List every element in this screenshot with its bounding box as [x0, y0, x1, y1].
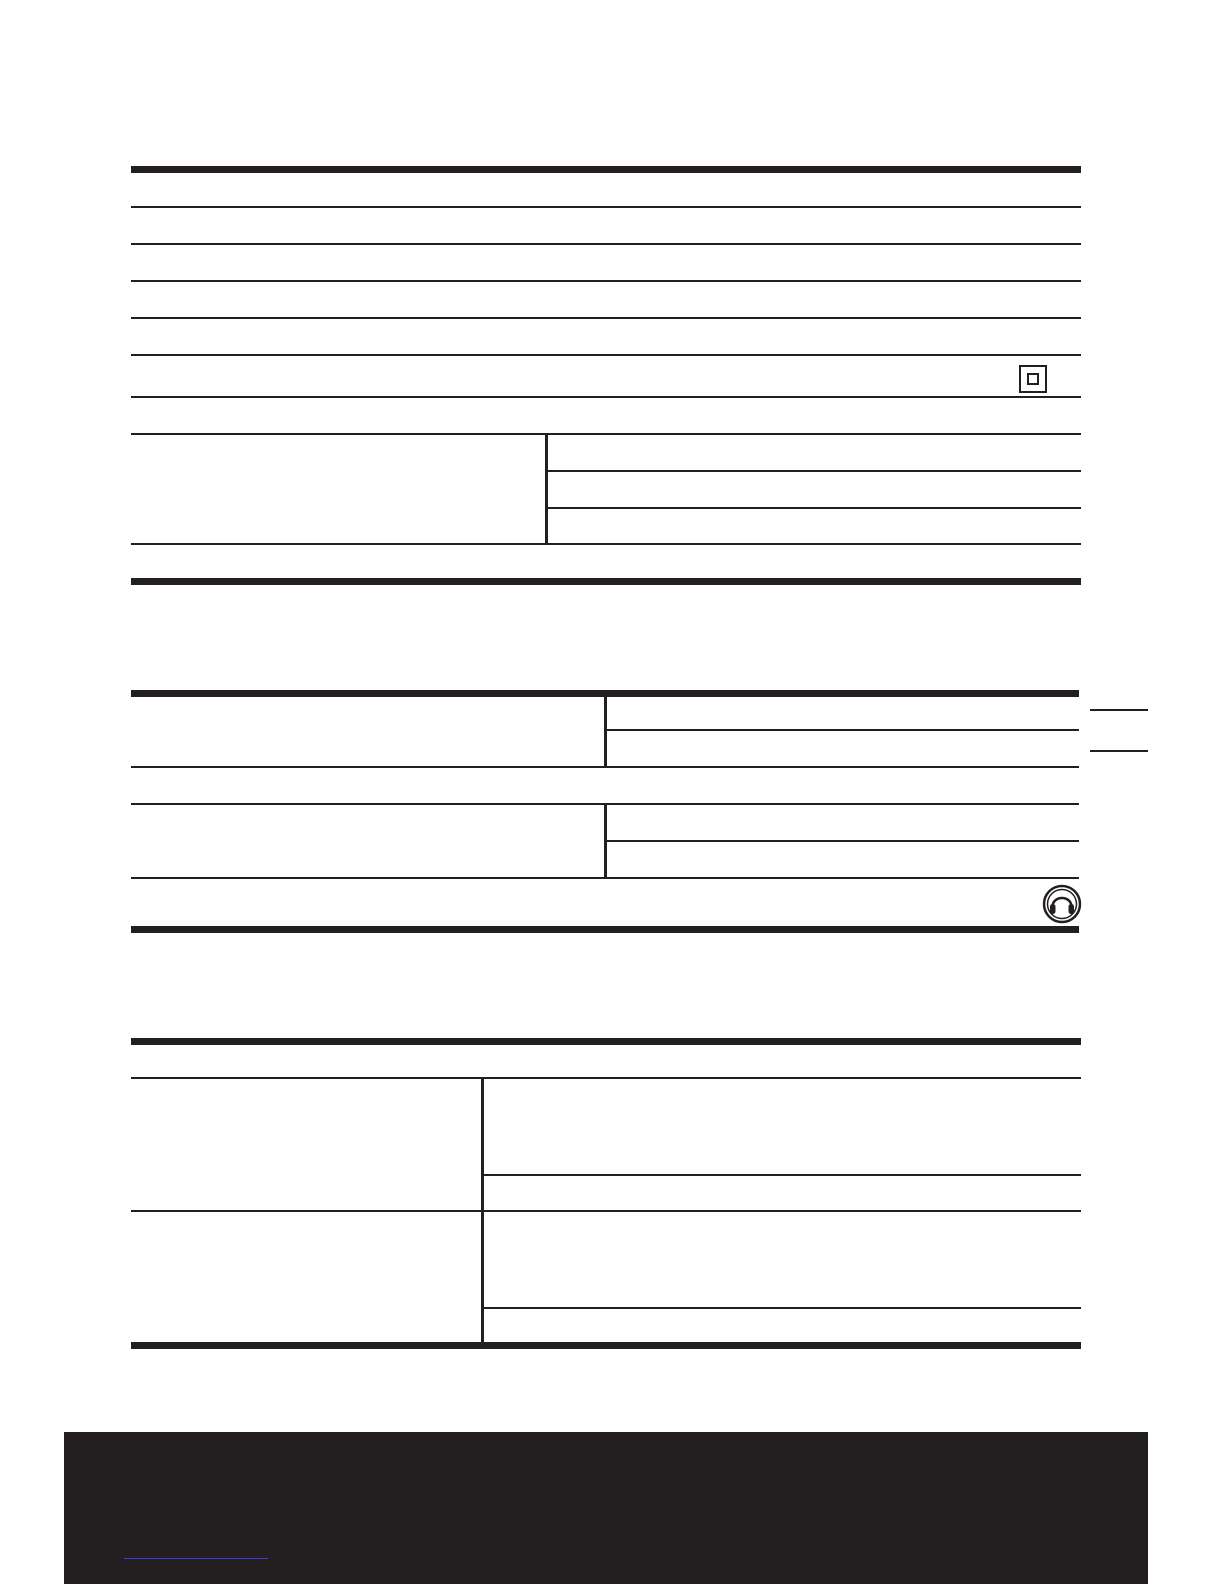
- table-row-divider: [547, 470, 1081, 472]
- footer-link-underline: [124, 1558, 268, 1559]
- ear-protection-icon: [1042, 884, 1082, 924]
- table-row-divider: [483, 1174, 1081, 1176]
- table-row-divider: [131, 396, 1081, 398]
- table-bottom-rule: [131, 1342, 1081, 1349]
- margin-tab-mark: [1090, 709, 1148, 711]
- table-bottom-rule: [131, 926, 1079, 933]
- table-row-divider: [606, 729, 1079, 731]
- table-row-divider: [131, 433, 1081, 435]
- table-bottom-rule: [131, 578, 1081, 585]
- table-row-divider: [131, 1210, 1081, 1212]
- table-row-divider: [547, 507, 1081, 509]
- table-column-divider: [545, 433, 548, 545]
- table-column-divider: [604, 697, 607, 767]
- footer-band: [64, 1432, 1148, 1584]
- margin-tab-mark: [1090, 750, 1148, 752]
- table-row-divider: [131, 206, 1081, 208]
- table-row-divider: [131, 1077, 1081, 1079]
- table-row-divider: [131, 317, 1081, 319]
- table-row-divider: [131, 243, 1081, 245]
- table-row-divider: [131, 877, 1079, 879]
- table-row-divider: [131, 280, 1081, 282]
- double-square-icon: [1019, 365, 1047, 393]
- table-row-divider: [131, 766, 1079, 768]
- table-top-rule: [131, 166, 1081, 173]
- table-row-divider: [483, 1307, 1081, 1309]
- table-top-rule: [131, 690, 1079, 697]
- table-row-divider: [606, 840, 1079, 842]
- table-top-rule: [131, 1038, 1081, 1045]
- table-row-divider: [131, 354, 1081, 356]
- table-row-divider: [131, 543, 1081, 545]
